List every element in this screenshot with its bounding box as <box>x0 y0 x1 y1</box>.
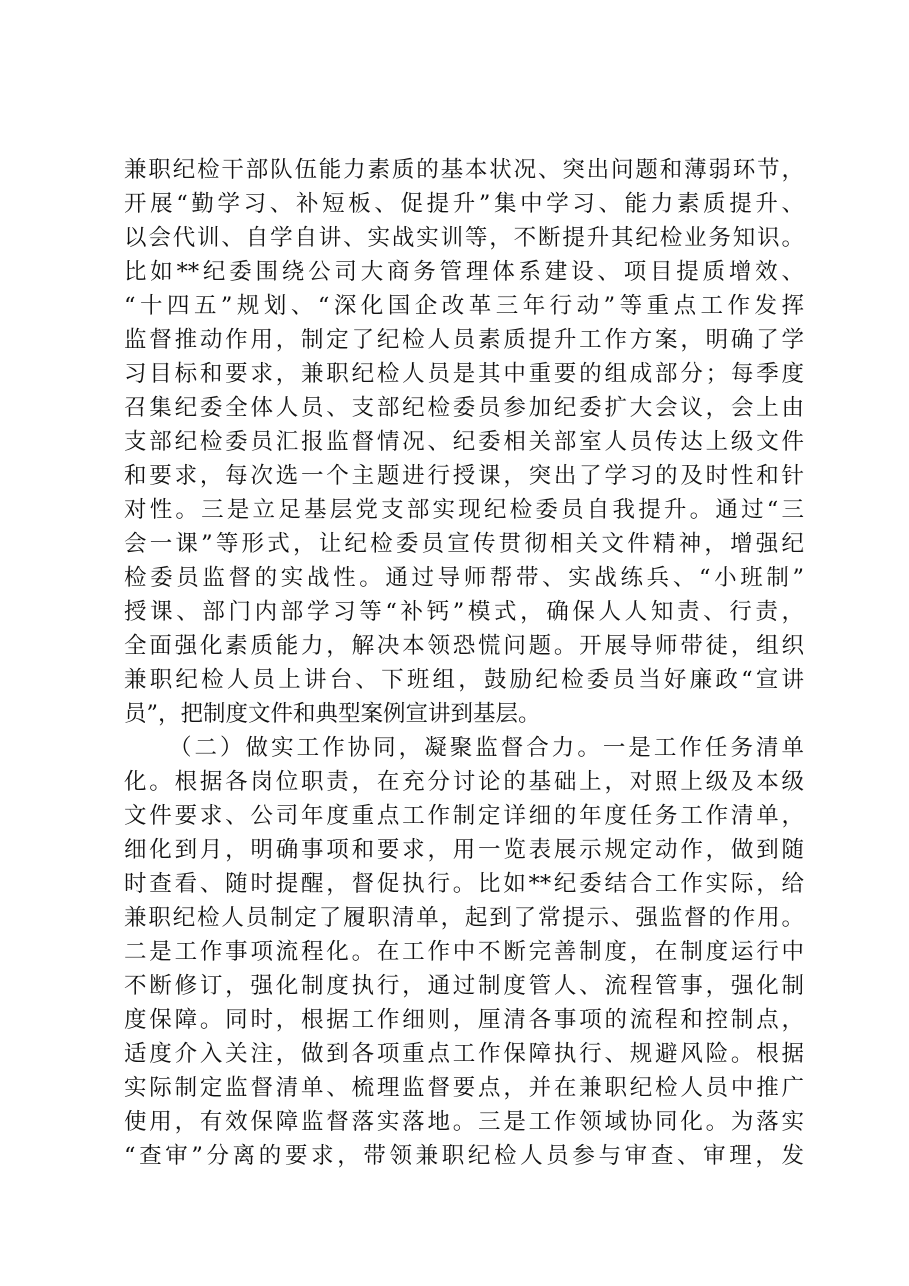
text-line: 支部纪检委员汇报监督情况、纪委相关部室人员传达上级文件 <box>124 429 804 455</box>
text-line: 习目标和要求，兼职纪检人员是其中重要的组成部分；每季度 <box>124 361 804 387</box>
text-line: 文件要求、公司年度重点工作制定详细的年度任务工作清单， <box>124 803 804 829</box>
text-line: 兼职纪检干部队伍能力素质的基本状况、突出问题和薄弱环节， <box>124 157 804 183</box>
text-line: 召集纪委全体人员、支部纪检委员参加纪委扩大会议，会上由 <box>124 395 804 421</box>
text-line: 检委员监督的实战性。通过导师帮带、实战练兵、“小班制” <box>124 565 804 591</box>
section-heading-line: （二）做实工作协同，凝聚监督合力。一是工作任务清单 <box>169 735 804 761</box>
text-line: 化。根据各岗位职责，在充分讨论的基础上，对照上级及本级 <box>124 769 804 795</box>
text-line: 和要求，每次选一个主题进行授课，突出了学习的及时性和针 <box>124 463 804 489</box>
text-line: 兼职纪检人员制定了履职清单，起到了常提示、强监督的作用。 <box>124 905 804 931</box>
text-line: “查审”分离的要求，带领兼职纪检人员参与审查、审理，发 <box>124 1143 804 1169</box>
text-line: 开展“勤学习、补短板、促提升”集中学习、能力素质提升、 <box>124 191 804 217</box>
text-line: 细化到月，明确事项和要求，用一览表展示规定动作，做到随 <box>124 837 804 863</box>
text-line: 时查看、随时提醒，督促执行。比如**纪委结合工作实际，给 <box>124 871 804 897</box>
text-line: 度保障。同时，根据工作细则，厘清各事项的流程和控制点， <box>124 1007 804 1033</box>
paragraph-end-line: 员”，把制度文件和典型案例宣讲到基层。 <box>124 701 541 727</box>
text-line: 全面强化素质能力，解决本领恐慌问题。开展导师带徒，组织 <box>124 633 804 659</box>
text-line: 对性。三是立足基层党支部实现纪检委员自我提升。通过“三 <box>124 497 804 523</box>
text-line: 使用，有效保障监督落实落地。三是工作领域协同化。为落实 <box>124 1109 804 1135</box>
text-line: 以会代训、自学自讲、实战实训等，不断提升其纪检业务知识。 <box>124 225 804 251</box>
text-line: 会一课”等形式，让纪检委员宣传贯彻相关文件精神，增强纪 <box>124 531 804 557</box>
text-line: 授课、部门内部学习等“补钙”模式，确保人人知责、行责， <box>124 599 804 625</box>
text-line: 比如**纪委围绕公司大商务管理体系建设、项目提质增效、 <box>124 259 804 285</box>
text-line: 监督推动作用，制定了纪检人员素质提升工作方案，明确了学 <box>124 327 804 353</box>
text-line: 实际制定监督清单、梳理监督要点，并在兼职纪检人员中推广 <box>124 1075 804 1101</box>
text-line: 二是工作事项流程化。在工作中不断完善制度，在制度运行中 <box>124 939 804 965</box>
text-line: “十四五”规划、“深化国企改革三年行动”等重点工作发挥 <box>124 293 804 319</box>
text-line: 适度介入关注，做到各项重点工作保障执行、规避风险。根据 <box>124 1041 804 1067</box>
text-line: 不断修订，强化制度执行，通过制度管人、流程管事，强化制 <box>124 973 804 999</box>
text-line: 兼职纪检人员上讲台、下班组，鼓励纪检委员当好廉政“宣讲 <box>124 667 804 693</box>
